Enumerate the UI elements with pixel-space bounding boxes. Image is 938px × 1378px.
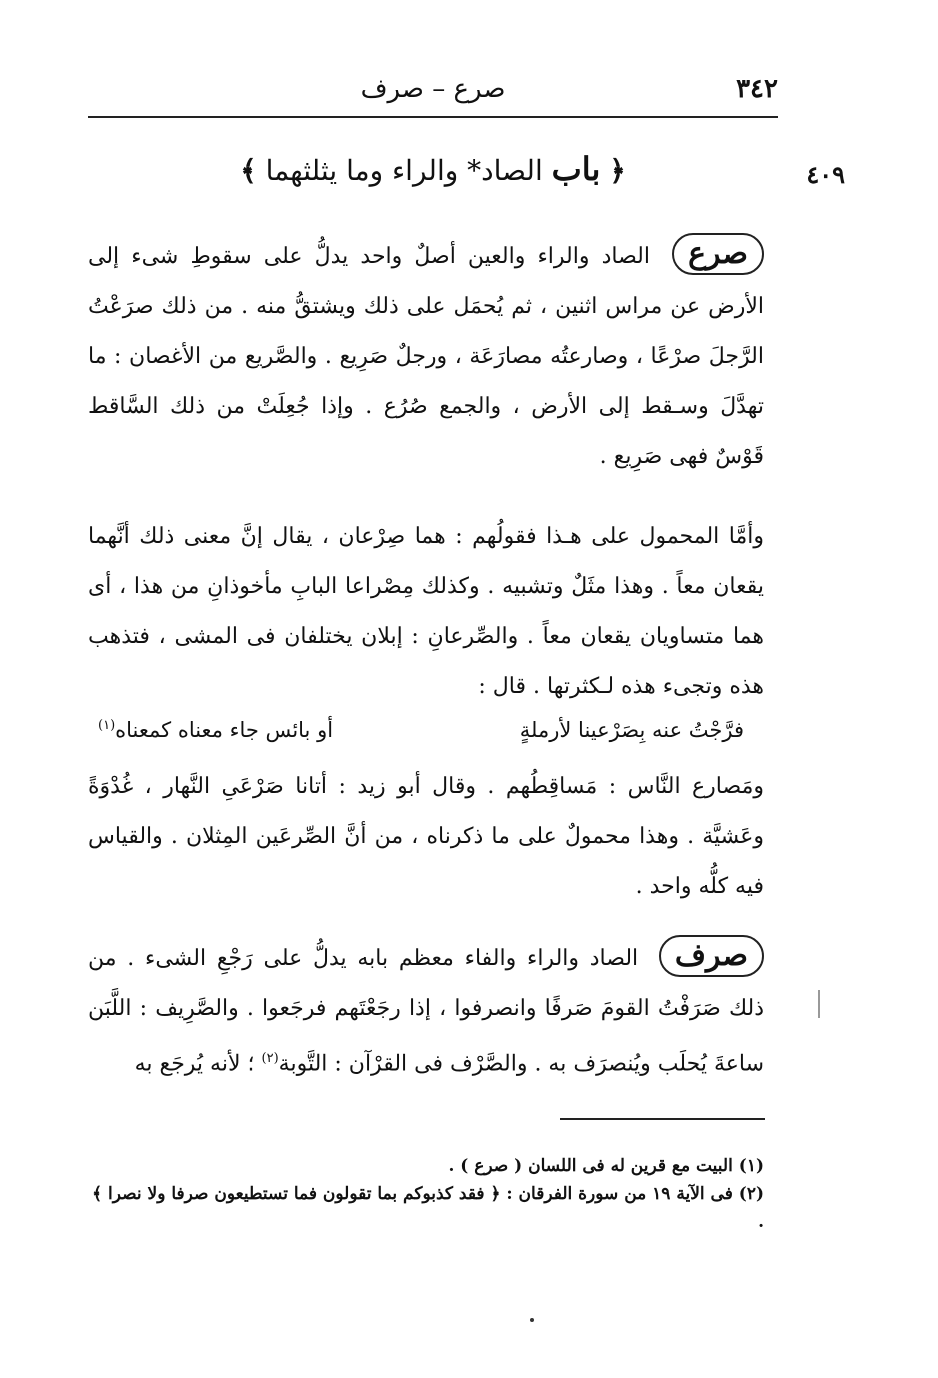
- section-title: الصاد* والراء وما يثلثهما: [265, 154, 543, 187]
- entry-sarf-paragraph-1: [88, 934, 764, 1089]
- poetry-verse: [88, 712, 764, 756]
- margin-mark: [818, 990, 820, 1018]
- paragraph-text: وأمَّا المحمول على هـذا فقولُهم : هما صِرْعان ، يقال إنَّ معنى ذلك أنَّهما يقعان معاً . وهذا مثَلٌ وتشبيه . وكذلك مِصْراعا البابِ مأخوذانِ من هذا ، أى هما متساويان يقعان معاً . والصِّرعانِ : إبلان يختلفان فى المشى ، فتذهب هذه وتجىء هذه لـكثرتها . قال :: [88, 524, 764, 699]
- running-title: صرع – صرف: [360, 74, 506, 104]
- footnote-number: (٢): [738, 1184, 764, 1204]
- footnote-rule: [560, 1118, 765, 1120]
- page-header: [88, 68, 778, 116]
- paragraph-text: الصاد والراء والعين أصلٌ واحد يدلُّ على سقوطِ شىء إلى الأرض عن مراس اثنين ، ثم يُحمَل على ذلك ويشتقُّ منه . من ذلك صرَعْتُ الرَّجلَ صرْعًا ، وصارعتُه مصارَعَة ، ورجلٌ صَرِيع . والصَّريع من الأغصان : ما تهدَّلَ وسـقط إلى الأرض ، والجمع صُرُع . وإذا جُعِلَتْ من ذلك السَّاقط قَوْسٌ فهى صَرِيع .: [88, 244, 764, 469]
- scan-dot: [530, 1318, 534, 1322]
- section-heading: [88, 150, 778, 200]
- page-number: ٣٤٢: [736, 74, 778, 104]
- footnote-ref-1: (١): [98, 718, 116, 733]
- section-number: ٤٠٩: [806, 160, 845, 189]
- paragraph-text: ومَصارع النَّاس : مَساقِطُهم . وقال أبو زيد : أتانا صَرْعَىِ النَّهار ، غُدْوَةً وعَشيَّة . وهذا محمولٌ على ما ذكرناه ، من أنَّ الصِّرعَين المِثلان . والقياس فيه كلُّه واحد .: [88, 774, 764, 899]
- bab-word: باب: [551, 150, 601, 188]
- entry-sara-paragraph-1: [88, 232, 764, 482]
- entry-sara-paragraph-2: [88, 512, 764, 712]
- footnote-text: فى الآية ١٩ من سورة الفرقان : ﴿ فقد كذبوكم بما تقولون فما تستطيعون صرفا ولا نصرا ﴾ .: [92, 1184, 764, 1232]
- verse-hemistich-left: [98, 718, 333, 742]
- paragraph-end-text: ؛ لأنه يُرجَع به: [134, 1051, 255, 1077]
- verse-hemistich-right: فرَّجْتُ عنه بِصَرْعينا لأرملةٍ: [519, 718, 744, 742]
- header-rule: [88, 116, 778, 118]
- entry-sara-paragraph-3: [88, 762, 764, 912]
- open-bracket: ﴿: [609, 154, 626, 187]
- paragraph-text: الصاد والراء والفاء معظم بابه يدلُّ على رَجْعِ الشىء . من ذلك صَرَفْتُ القومَ صَرفًا وانصرفوا ، إذا رجَعْتَهم فرجَعوا . والصَّرِيف : اللَّبَن ساعةَ يُحلَب ويُنصرَف به . والصَّرْف فى القرْآن : التَّوبة: [88, 946, 764, 1077]
- footnote-1: [88, 1152, 764, 1180]
- footnote-number: (١): [738, 1156, 764, 1176]
- footnote-ref-2: (٢): [261, 1051, 279, 1066]
- verse-hemistich-left-text: أو بائس جاء معناه كمعناه: [115, 718, 334, 742]
- footnotes: [88, 1152, 764, 1236]
- entry-word-sarf: صرف: [659, 935, 764, 977]
- close-bracket: ﴾: [240, 154, 257, 187]
- footnote-2: [88, 1180, 764, 1236]
- entry-word-sara: صرع: [672, 233, 764, 275]
- footnote-text: البيت مع قرين له فى اللسان ( صرع ) .: [448, 1156, 733, 1176]
